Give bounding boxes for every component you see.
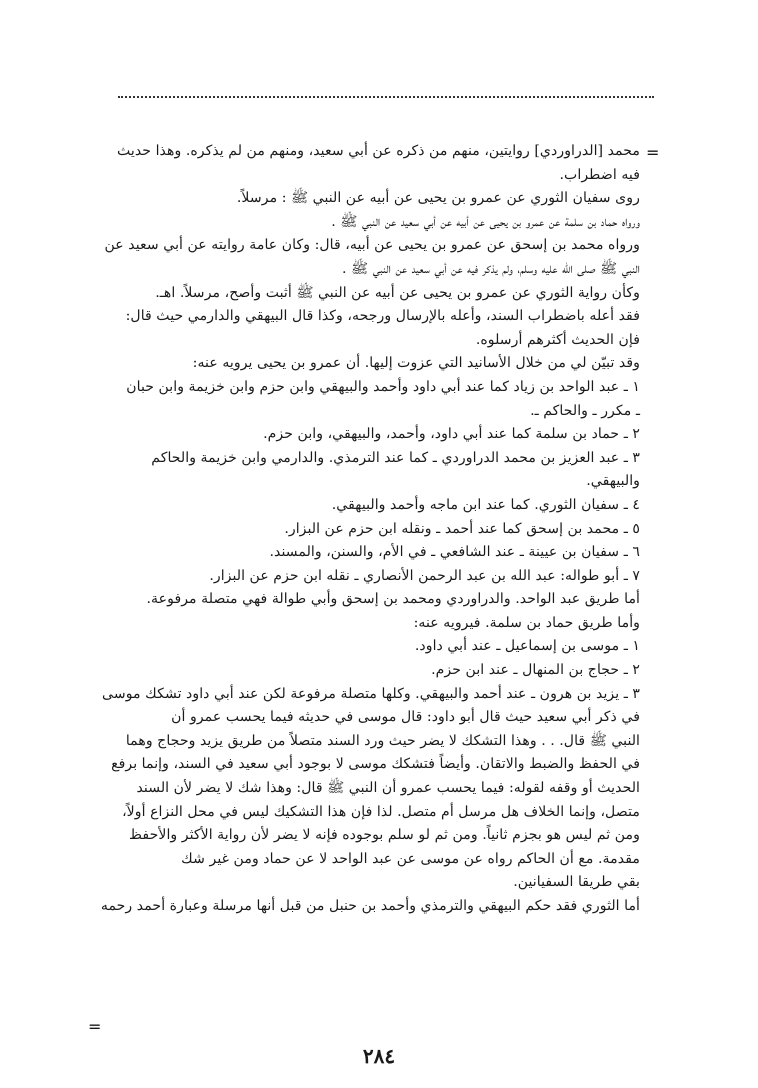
page-number: ٢٨٤ — [362, 1044, 396, 1068]
text-line: وأما طريق حماد بن سلمة. فيرويه عنه: — [413, 614, 640, 631]
text-line: ٢ ـ حجاج بن المنهال ـ عند ابن حزم. — [431, 662, 640, 679]
text-line: في ذكر أبي سعيد حيث قال أبو داود: قال موسى في حديثه فيما يحسب عمرو أن — [171, 709, 640, 726]
text-line: ـ مكرر ـ والحاكم ـ. — [530, 402, 640, 419]
text-line: مقدمة. مع أن الحاكم رواه عن موسى عن عبد الواحد لا عن حماد ومن غير شك — [181, 850, 640, 867]
text-line: أما طريق عبد الواحد. والدراوردي ومحمد بن إسحق وأبي طوالة فهي متصلة مرفوعة. — [146, 591, 640, 608]
text-line: ورواه محمد بن إسحق عن عمرو بن يحيى عن أبيه، قال: وكان عامة روايته عن أبي سعيد عن — [104, 237, 640, 254]
text-line: في الحفظ والضبط والاتقان. وأيضاً فتشكك موسى لا بوجود أبي سعيد في السند، وإنما برفع — [111, 756, 640, 773]
text-line: ٦ ـ سفيان بن عيينة ـ عند الشافعي ـ في الأم، والسنن، والمسند. — [269, 544, 640, 561]
text-line: متصل، وإنما الخلاف هل مرسل أم متصل. لذا فإن هذا التشكيك ليس في محل النزاع أولاً، — [122, 803, 640, 820]
text-line: ورواه حماد بن سلمة عن عمرو بن يحيى عن أبيه عن أبي سعيد عن النبي ﷺ . — [331, 213, 640, 230]
text-line: فيه اضطراب. — [559, 166, 640, 183]
continuation-marker-top: = — [646, 143, 660, 162]
text-line: ١ ـ موسى بن إسماعيل ـ عند أبي داود. — [414, 638, 640, 655]
text-line: ٣ ـ عبد العزيز بن محمد الدراوردي ـ كما عند الترمذي. والدارمي وابن خزيمة والحاكم — [151, 449, 640, 466]
text-line: روى سفيان الثوري عن عمرو بن يحيى عن أبيه عن النبي ﷺ : مرسلاً. — [236, 190, 640, 207]
text-line: ٥ ـ محمد بن إسحق كما عند أحمد ـ ونقله ابن حزم عن البزار. — [284, 520, 640, 537]
text-line: والبيهقي. — [586, 473, 640, 490]
text-line: وكأن رواية الثوري عن عمرو بن يحيى عن أبيه عن النبي ﷺ أثبت وأصح، مرسلاً. اهـ. — [155, 284, 640, 301]
text-line: ٤ ـ سفيان الثوري. كما عند ابن ماجه وأحمد والبيهقي. — [331, 496, 640, 513]
footnote-text-block — [100, 140, 640, 919]
text-line: أما الثوري فقد حكم البيهقي والترمذي وأحمد بن حنبل من قبل أنها مرسلة وعبارة أحمد رحمه — [100, 898, 640, 914]
text-line: النبي ﷺ صلى الله عليه وسلم، ولم يذكر فيه عن أبي سعيد عن النبي ﷺ . — [342, 260, 640, 277]
text-line: محمد [الدراوردي] روايتين، منهم من ذكره عن أبي سعيد، ومنهم من لم يذكره. وهذا حديث — [116, 143, 640, 159]
continuation-marker-bottom: = — [88, 1017, 102, 1036]
text-line: ومن ثم ليس هو بجزم ثانياً. ومن ثم لو سلم بوجوده فإنه لا يضر لأن رواية الأكثر والأحفظ — [128, 827, 640, 844]
footnote-separator — [118, 96, 654, 98]
text-line: النبي ﷺ قال. . . وهذا التشكك لا يضر حيث ورد السند متصلاً من طريق يزيد وحجاج وهما — [125, 732, 640, 749]
text-line: ٣ ـ يزيد بن هرون ـ عند أحمد والبيهقي. وكلها متصلة مرفوعة لكن عند أبي داود تشكك موسى — [102, 685, 640, 702]
text-line: بقي طريقا السفيانين. — [513, 874, 640, 891]
text-line: وقد تبيّن لي من خلال الأسانيد التي عزوت إليها. أن عمرو بن يحيى يرويه عنه: — [192, 355, 640, 372]
text-line: ٢ ـ حماد بن سلمة كما عند أبي داود، وأحمد، والبيهقي، وابن حزم. — [263, 426, 640, 443]
text-line: ٧ ـ أبو طواله: عبد الله بن عبد الرحمن الأنصاري ـ نقله ابن حزم عن البزار. — [209, 567, 640, 584]
text-line: فقد أعله باضطراب السند، وأعله بالإرسال ورجحه، وكذا قال البيهقي والدارمي حيث قال: — [125, 308, 640, 325]
text-line: الحديث أو وقفه لقوله: فيما يحسب عمرو أن النبي ﷺ قال: وهذا شك لا يضر لأن السند — [136, 780, 640, 797]
text-line: فإن الحديث أكثرهم أرسلوه. — [475, 331, 640, 348]
text-line: ١ ـ عبد الواحد بن زياد كما عند أبي داود وأحمد والبيهقي وابن حزم وابن خزيمة وابن حبان — [126, 378, 640, 395]
